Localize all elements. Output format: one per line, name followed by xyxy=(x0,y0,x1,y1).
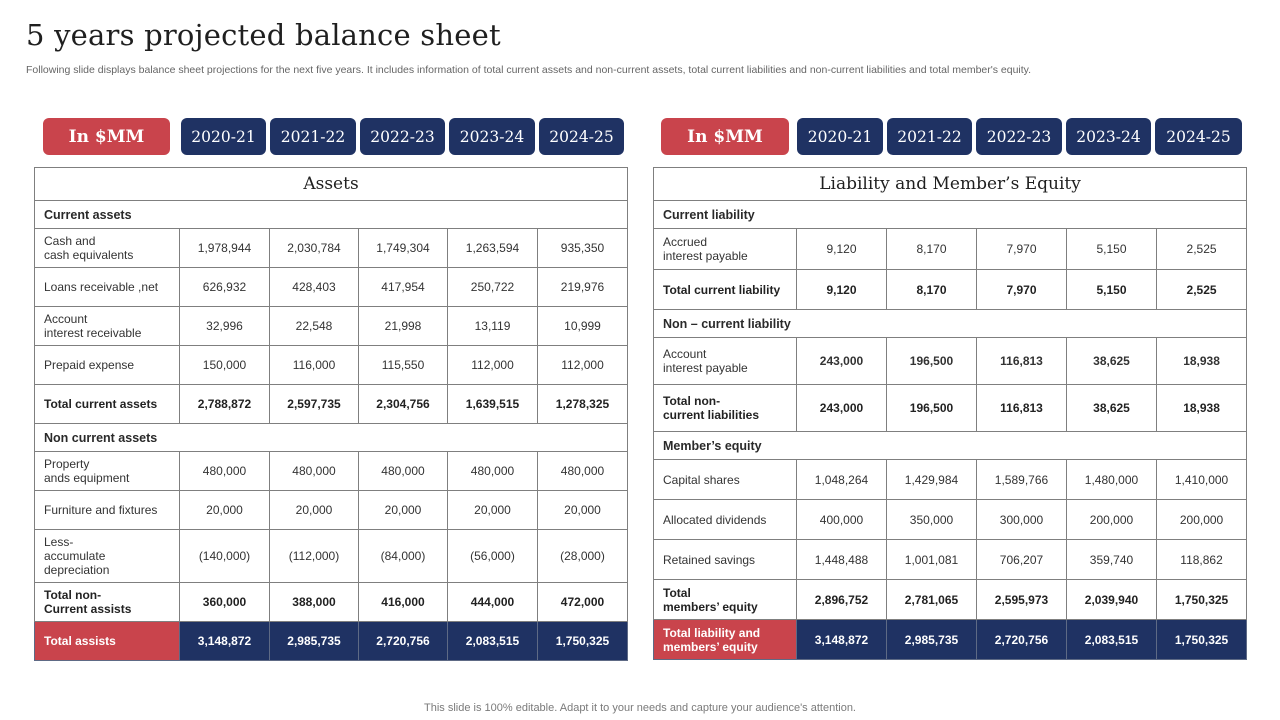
value-cell: 5,150 xyxy=(1067,229,1157,270)
grand-total-row xyxy=(654,620,1247,660)
value-cell: (112,000) xyxy=(270,530,359,583)
table-row xyxy=(35,346,628,385)
value-cell: (28,000) xyxy=(538,530,628,583)
value-cell: 417,954 xyxy=(359,268,448,307)
value-cell: 1,750,325 xyxy=(538,622,628,661)
value-cell: 1,263,594 xyxy=(448,229,538,268)
year-header-2024-25: 2024-25 xyxy=(1155,118,1242,155)
value-cell: 2,985,735 xyxy=(270,622,359,661)
value-cell: 2,030,784 xyxy=(270,229,359,268)
value-cell: 706,207 xyxy=(977,540,1067,580)
section-header-row xyxy=(654,201,1247,229)
value-cell: 480,000 xyxy=(270,452,359,491)
value-cell: 359,740 xyxy=(1067,540,1157,580)
value-cell: 243,000 xyxy=(797,385,887,432)
value-cell: 3,148,872 xyxy=(180,622,270,661)
table-row xyxy=(35,452,628,491)
value-cell: 1,639,515 xyxy=(448,385,538,424)
table-row xyxy=(35,530,628,583)
page-title: 5 years projected balance sheet xyxy=(26,18,501,52)
row-label: Furniture and fixtures xyxy=(35,491,180,530)
value-cell: 1,750,325 xyxy=(1157,620,1247,660)
value-cell: 428,403 xyxy=(270,268,359,307)
value-cell: 20,000 xyxy=(448,491,538,530)
table-row xyxy=(35,307,628,346)
section-header-row xyxy=(35,201,628,229)
year-header-2021-22: 2021-22 xyxy=(887,118,972,155)
value-cell: 112,000 xyxy=(448,346,538,385)
value-cell: 250,722 xyxy=(448,268,538,307)
section-header-row xyxy=(35,424,628,452)
value-cell: 350,000 xyxy=(887,500,977,540)
section-header: Non – current liability xyxy=(654,310,1247,338)
value-cell: 935,350 xyxy=(538,229,628,268)
value-cell: 20,000 xyxy=(180,491,270,530)
subtotal-row xyxy=(35,385,628,424)
value-cell: 1,589,766 xyxy=(977,460,1067,500)
value-cell: 116,813 xyxy=(977,385,1067,432)
table-row xyxy=(654,540,1247,580)
value-cell: 8,170 xyxy=(887,270,977,310)
value-cell: 2,039,940 xyxy=(1067,580,1157,620)
year-header-2023-24: 2023-24 xyxy=(1066,118,1151,155)
row-label: Total current assets xyxy=(35,385,180,424)
section-header: Current liability xyxy=(654,201,1247,229)
value-cell: 1,410,000 xyxy=(1157,460,1247,500)
page-subtitle: Following slide displays balance sheet projections for the next five years. It includes information of total current assets and non-current assets, total current liabilities and non-current liabilities and total member's equity. xyxy=(26,64,1032,76)
section-header-row xyxy=(654,310,1247,338)
value-cell: 1,001,081 xyxy=(887,540,977,580)
subtotal-row xyxy=(35,583,628,622)
row-label: Property ands equipment xyxy=(35,452,180,491)
section-header: Member’s equity xyxy=(654,432,1247,460)
year-header-2020-21: 2020-21 xyxy=(797,118,883,155)
subtotal-row xyxy=(654,580,1247,620)
value-cell: 626,932 xyxy=(180,268,270,307)
grand-total-row xyxy=(35,622,628,661)
value-cell: 480,000 xyxy=(180,452,270,491)
row-label: Total non- current liabilities xyxy=(654,385,797,432)
table-row xyxy=(654,338,1247,385)
value-cell: 115,550 xyxy=(359,346,448,385)
value-cell: 2,781,065 xyxy=(887,580,977,620)
value-cell: 7,970 xyxy=(977,270,1067,310)
section-header-row xyxy=(654,432,1247,460)
value-cell: 5,150 xyxy=(1067,270,1157,310)
subtotal-row xyxy=(654,385,1247,432)
year-header-2022-23: 2022-23 xyxy=(360,118,445,155)
value-cell: 118,862 xyxy=(1157,540,1247,580)
unit-label-badge: In $MM xyxy=(661,118,789,155)
liabilities-table-title: Liability and Member’s Equity xyxy=(654,168,1247,201)
row-label: Total members’ equity xyxy=(654,580,797,620)
year-header-2022-23: 2022-23 xyxy=(976,118,1062,155)
value-cell: (84,000) xyxy=(359,530,448,583)
value-cell: 20,000 xyxy=(538,491,628,530)
value-cell: 480,000 xyxy=(359,452,448,491)
year-header-2020-21: 2020-21 xyxy=(181,118,266,155)
value-cell: 2,525 xyxy=(1157,270,1247,310)
row-label: Allocated dividends xyxy=(654,500,797,540)
table-row xyxy=(654,229,1247,270)
section-header: Non current assets xyxy=(35,424,628,452)
value-cell: 150,000 xyxy=(180,346,270,385)
year-header-2023-24: 2023-24 xyxy=(449,118,535,155)
value-cell: 20,000 xyxy=(270,491,359,530)
value-cell: 1,048,264 xyxy=(797,460,887,500)
value-cell: 219,976 xyxy=(538,268,628,307)
value-cell: 2,720,756 xyxy=(977,620,1067,660)
value-cell: 2,720,756 xyxy=(359,622,448,661)
assets-table-title: Assets xyxy=(35,168,628,201)
row-label: Total non- Current assists xyxy=(35,583,180,622)
value-cell: 2,985,735 xyxy=(887,620,977,660)
value-cell: 472,000 xyxy=(538,583,628,622)
value-cell: 480,000 xyxy=(448,452,538,491)
value-cell: 8,170 xyxy=(887,229,977,270)
value-cell: 2,083,515 xyxy=(1067,620,1157,660)
value-cell: 200,000 xyxy=(1157,500,1247,540)
row-label: Cash and cash equivalents xyxy=(35,229,180,268)
value-cell: 416,000 xyxy=(359,583,448,622)
row-label: Account interest receivable xyxy=(35,307,180,346)
value-cell: 444,000 xyxy=(448,583,538,622)
value-cell: 300,000 xyxy=(977,500,1067,540)
value-cell: 388,000 xyxy=(270,583,359,622)
value-cell: 1,750,325 xyxy=(1157,580,1247,620)
value-cell: 116,000 xyxy=(270,346,359,385)
year-header-2021-22: 2021-22 xyxy=(270,118,356,155)
row-label: Accrued interest payable xyxy=(654,229,797,270)
value-cell: 7,970 xyxy=(977,229,1067,270)
table-row xyxy=(35,268,628,307)
value-cell: 21,998 xyxy=(359,307,448,346)
value-cell: 2,788,872 xyxy=(180,385,270,424)
value-cell: 1,429,984 xyxy=(887,460,977,500)
value-cell: 1,278,325 xyxy=(538,385,628,424)
value-cell: 243,000 xyxy=(797,338,887,385)
row-label: Total liability and members’ equity xyxy=(654,620,797,660)
value-cell: 22,548 xyxy=(270,307,359,346)
unit-label-badge: In $MM xyxy=(43,118,170,155)
value-cell: 2,595,973 xyxy=(977,580,1067,620)
value-cell: 1,749,304 xyxy=(359,229,448,268)
table-row xyxy=(654,500,1247,540)
row-label: Loans receivable ,net xyxy=(35,268,180,307)
year-header-2024-25: 2024-25 xyxy=(539,118,624,155)
value-cell: 116,813 xyxy=(977,338,1067,385)
value-cell: 2,597,735 xyxy=(270,385,359,424)
footer-note: This slide is 100% editable. Adapt it to your needs and capture your audience's attention. xyxy=(424,702,856,714)
row-label: Capital shares xyxy=(654,460,797,500)
value-cell: 13,119 xyxy=(448,307,538,346)
value-cell: 360,000 xyxy=(180,583,270,622)
value-cell: 480,000 xyxy=(538,452,628,491)
row-label: Prepaid expense xyxy=(35,346,180,385)
value-cell: 32,996 xyxy=(180,307,270,346)
value-cell: 20,000 xyxy=(359,491,448,530)
value-cell: 18,938 xyxy=(1157,338,1247,385)
value-cell: 1,978,944 xyxy=(180,229,270,268)
value-cell: 38,625 xyxy=(1067,385,1157,432)
value-cell: 196,500 xyxy=(887,385,977,432)
value-cell: 200,000 xyxy=(1067,500,1157,540)
value-cell: 112,000 xyxy=(538,346,628,385)
table-row xyxy=(35,491,628,530)
table-row xyxy=(654,460,1247,500)
row-label: Account interest payable xyxy=(654,338,797,385)
assets-table xyxy=(34,167,628,661)
liabilities-table xyxy=(653,167,1247,660)
value-cell: 2,304,756 xyxy=(359,385,448,424)
section-header: Current assets xyxy=(35,201,628,229)
value-cell: 196,500 xyxy=(887,338,977,385)
row-label: Retained savings xyxy=(654,540,797,580)
value-cell: 1,448,488 xyxy=(797,540,887,580)
value-cell: 3,148,872 xyxy=(797,620,887,660)
row-label: Less- accumulate depreciation xyxy=(35,530,180,583)
table-row xyxy=(35,229,628,268)
value-cell: 400,000 xyxy=(797,500,887,540)
value-cell: 9,120 xyxy=(797,229,887,270)
value-cell: 18,938 xyxy=(1157,385,1247,432)
value-cell: 1,480,000 xyxy=(1067,460,1157,500)
value-cell: 9,120 xyxy=(797,270,887,310)
value-cell: 2,083,515 xyxy=(448,622,538,661)
value-cell: 10,999 xyxy=(538,307,628,346)
liabilities-header-row xyxy=(661,118,1242,155)
value-cell: 2,525 xyxy=(1157,229,1247,270)
value-cell: (56,000) xyxy=(448,530,538,583)
subtotal-row xyxy=(654,270,1247,310)
value-cell: (140,000) xyxy=(180,530,270,583)
row-label: Total current liability xyxy=(654,270,797,310)
value-cell: 38,625 xyxy=(1067,338,1157,385)
value-cell: 2,896,752 xyxy=(797,580,887,620)
row-label: Total assists xyxy=(35,622,180,661)
assets-header-row xyxy=(43,118,624,155)
